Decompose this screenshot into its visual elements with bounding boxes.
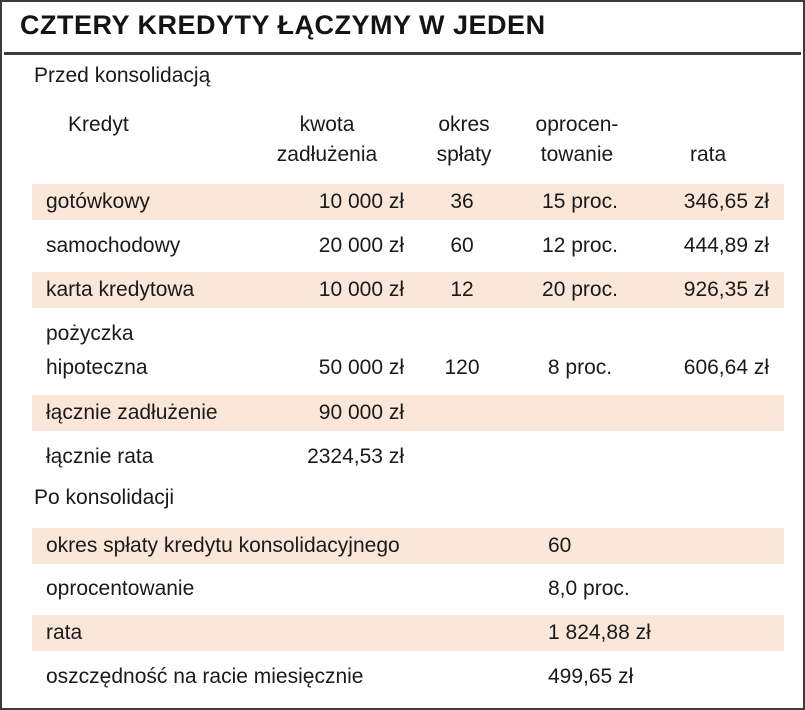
after-row-label: rata: [46, 621, 83, 644]
section-before-label: Przed konsolidacją: [34, 64, 211, 87]
column-header-interest-line2: towanie: [540, 143, 614, 166]
row-credit-name-line2: hipoteczna: [46, 356, 148, 379]
column-header-interest: [517, 110, 637, 170]
title-divider: [4, 52, 801, 55]
column-header-interest-line1: oprocen-: [535, 113, 619, 136]
section-after-label: Po konsolidacji: [34, 486, 175, 509]
total-debt-value: 90 000 zł: [318, 401, 404, 424]
total-debt-row: [32, 395, 784, 431]
row-amount: 10 000 zł: [318, 278, 404, 301]
after-row-value: 8,0 proc.: [548, 577, 630, 600]
row-interest: 8 proc.: [547, 356, 613, 379]
after-row-label: okres spłaty kredytu konsolidacyjnego: [46, 534, 400, 557]
row-period: 36: [450, 190, 474, 213]
after-row: [32, 615, 784, 651]
row-installment: 606,64 zł: [683, 356, 769, 379]
table-row: [32, 312, 784, 390]
table-row: [32, 184, 784, 220]
total-installment-label: łącznie rata: [46, 445, 154, 468]
after-row-value: 60: [548, 534, 572, 557]
row-credit-name: karta kredytowa: [46, 278, 195, 301]
row-period: 12: [450, 278, 474, 301]
row-amount: 10 000 zł: [318, 190, 404, 213]
after-row: [32, 571, 784, 607]
row-credit-name: gotówkowy: [46, 190, 150, 213]
row-amount: 20 000 zł: [318, 234, 404, 257]
after-row: [32, 528, 784, 564]
row-interest: 20 proc.: [542, 278, 618, 301]
row-interest: 15 proc.: [542, 190, 618, 213]
row-period: 60: [450, 234, 474, 257]
row-installment: 346,65 zł: [683, 190, 769, 213]
after-row-value: 499,65 zł: [548, 665, 634, 688]
column-header-amount: [257, 110, 397, 170]
column-header-period: [422, 110, 506, 170]
row-interest: 12 proc.: [542, 234, 618, 257]
total-debt-label: łącznie zadłużenie: [46, 401, 218, 424]
after-row-label: oszczędność na racie miesięcznie: [46, 665, 364, 688]
column-header-amount-line2: zadłużenia: [276, 143, 378, 166]
row-installment: 926,35 zł: [683, 278, 769, 301]
total-installment-row: [32, 439, 784, 475]
page-title: CZTERY KREDYTY ŁĄCZYMY W JEDEN: [20, 10, 546, 40]
total-installment-value: 2324,53 zł: [307, 445, 404, 468]
after-row-value: 1 824,88 zł: [548, 621, 651, 644]
row-period: 120: [444, 356, 480, 379]
column-header-period-line1: okres: [438, 113, 490, 136]
row-credit-name-line1: pożyczka: [46, 322, 134, 345]
column-header-period-line2: spłaty: [436, 143, 492, 166]
row-amount: 50 000 zł: [318, 356, 404, 379]
column-header-installment: rata: [690, 143, 727, 166]
table-row: [32, 272, 784, 308]
column-header-credit: Kredyt: [68, 113, 129, 136]
column-header-amount-line1: kwota: [299, 113, 355, 136]
table-row: [32, 228, 784, 264]
after-row: [32, 659, 784, 695]
after-row-label: oprocentowanie: [46, 577, 195, 600]
row-credit-name: samochodowy: [46, 234, 181, 257]
row-installment: 444,89 zł: [683, 234, 769, 257]
